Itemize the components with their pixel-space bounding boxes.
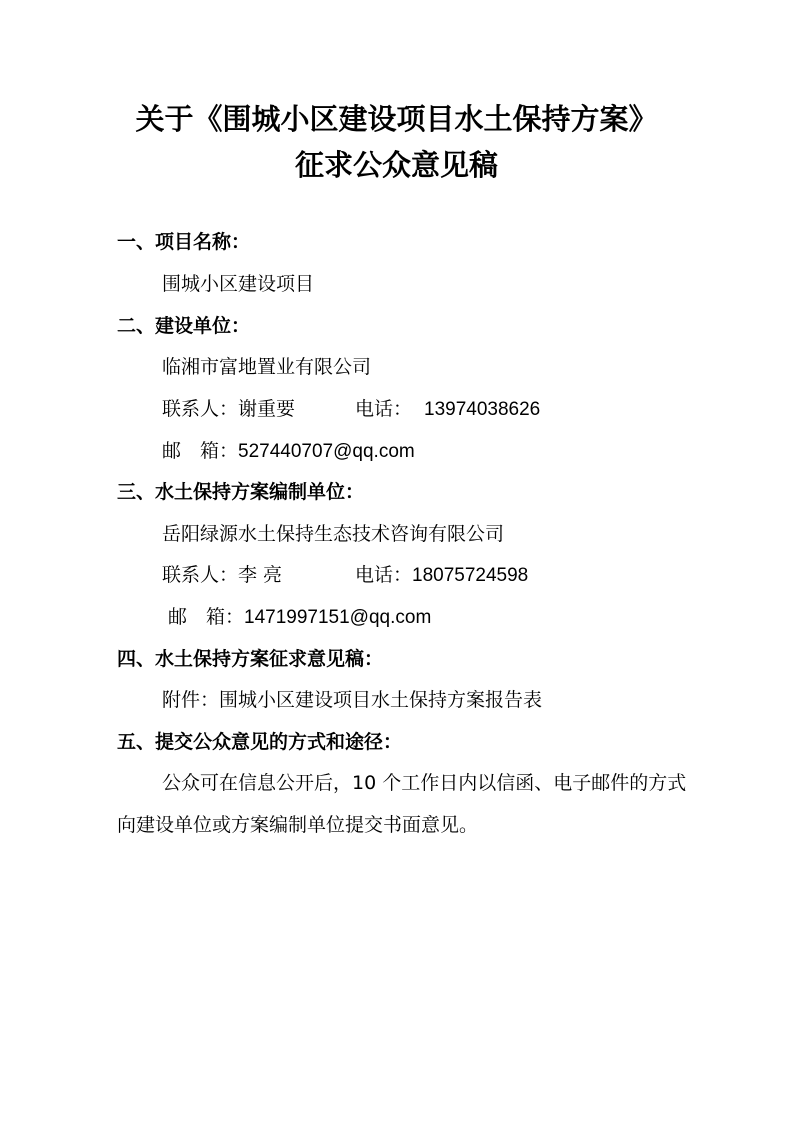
document-title-line-2: 征求公众意见稿	[294, 148, 498, 182]
section-heading-submission-method: 五、提交公众意见的方式和途径：	[117, 731, 403, 753]
phone-label: 电话：	[355, 564, 413, 586]
email-label: 邮 箱：	[168, 606, 245, 628]
construction-unit-contact-row	[162, 396, 295, 422]
submission-method-paragraph: 公众可在信息公开后，10 个工作日内以信函、电子邮件的方式向建设单位或方案编制单位提交书面意见。	[117, 772, 687, 836]
section-heading-project-name: 一、项目名称：	[117, 231, 251, 253]
construction-unit-phone-row	[355, 396, 540, 423]
section-heading-draft: 四、水土保持方案征求意见稿：	[117, 648, 384, 670]
plan-compiler-contact-row	[162, 562, 282, 588]
contact-label: 联系人：	[162, 564, 239, 586]
email-address: 527440707@qq.com	[238, 441, 415, 462]
plan-compiler-name: 岳阳绿源水土保持生态技术咨询有限公司	[162, 523, 505, 545]
contact-name: 谢重要	[238, 398, 296, 420]
phone-number: 13974038626	[424, 399, 541, 420]
document-title-line-1: 关于《围城小区建设项目水土保持方案》	[135, 102, 658, 136]
contact-name: 李 亮	[238, 564, 283, 586]
email-label: 邮 箱：	[162, 440, 239, 462]
construction-unit-name: 临湘市富地置业有限公司	[162, 356, 372, 378]
phone-label: 电话：	[355, 398, 413, 420]
section-heading-construction-unit: 二、建设单位：	[117, 315, 251, 337]
project-name-value: 围城小区建设项目	[162, 273, 315, 295]
email-address: 1471997151@qq.com	[244, 607, 432, 628]
phone-number: 18075724598	[412, 565, 529, 586]
construction-unit-email-row	[162, 438, 415, 465]
plan-compiler-email-row	[168, 604, 431, 631]
section-heading-plan-compiler: 三、水土保持方案编制单位：	[117, 481, 365, 503]
plan-compiler-phone-row	[355, 562, 528, 589]
attachment-line: 附件：围城小区建设项目水土保持方案报告表	[162, 689, 543, 711]
contact-label: 联系人：	[162, 398, 239, 420]
